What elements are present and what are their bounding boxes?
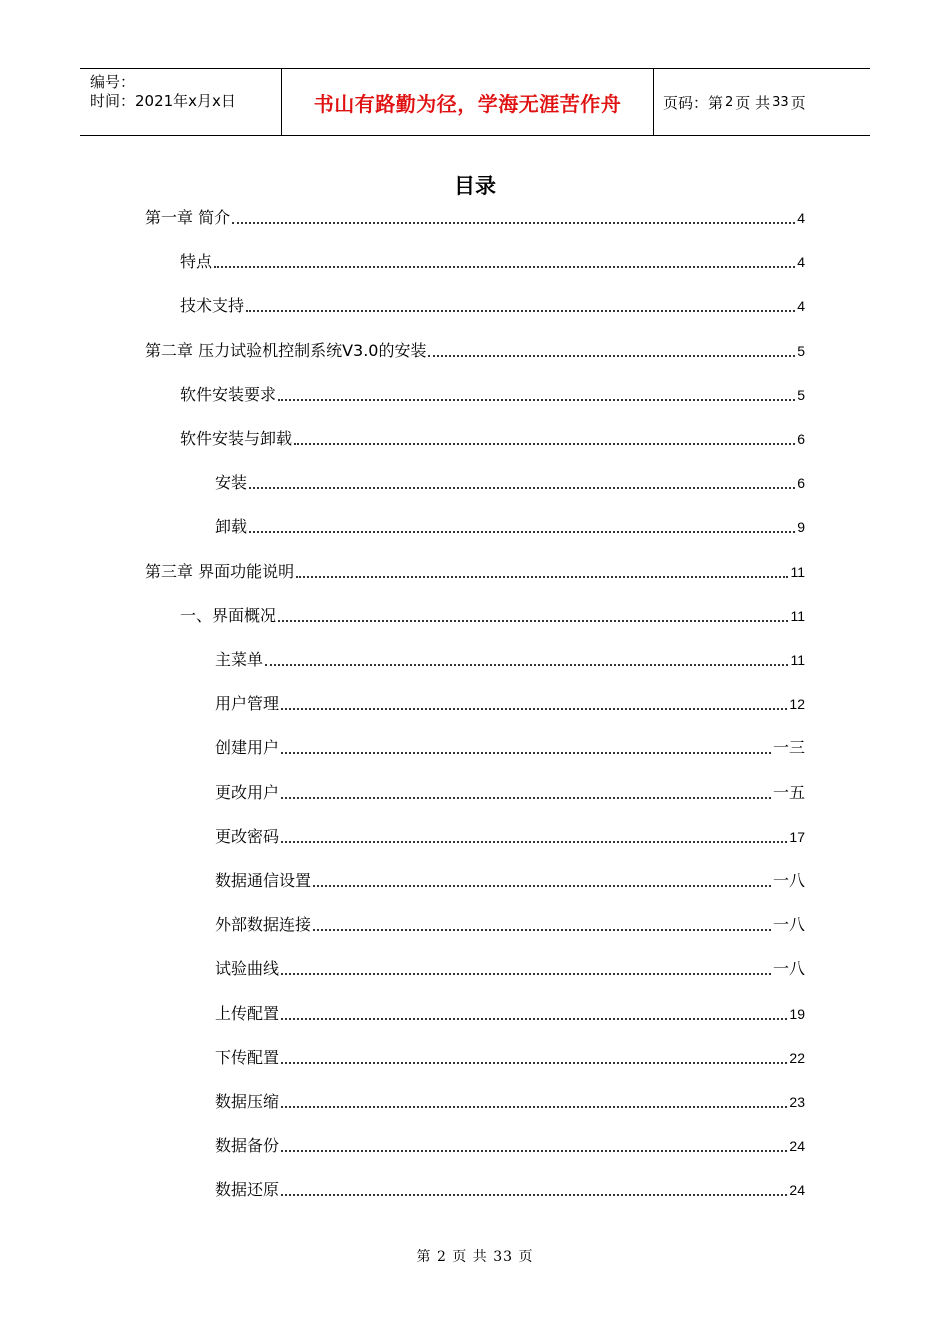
toc-dot-leader <box>281 797 771 799</box>
toc-entry-label: 安装 <box>215 473 248 493</box>
toc-entry[interactable] <box>215 645 805 671</box>
toc-entry-label: 第二章 压力试验机控制系统V3.0的安装 <box>145 340 427 360</box>
toc-entry[interactable] <box>145 336 805 362</box>
header-meta <box>80 69 281 135</box>
page-suffix: 页 <box>790 93 806 112</box>
toc-entry[interactable] <box>180 247 805 273</box>
toc-entry-label: 外部数据连接 <box>215 915 312 935</box>
toc-entry[interactable] <box>180 291 805 317</box>
toc-entry-label: 特点 <box>180 252 213 272</box>
toc-dot-leader <box>428 355 795 357</box>
toc-entry[interactable] <box>215 512 805 538</box>
toc-entry-label: 数据还原 <box>215 1180 280 1200</box>
toc-dot-leader <box>281 1150 787 1152</box>
toc-dot-leader <box>281 708 787 710</box>
toc-dot-leader <box>313 885 771 887</box>
toc-dot-leader <box>249 531 795 533</box>
toc-entry[interactable] <box>215 910 805 936</box>
toc-dot-leader <box>313 929 771 931</box>
toc-dot-leader <box>214 266 795 268</box>
toc-entry-label: 数据通信设置 <box>215 871 312 890</box>
toc-entry[interactable] <box>215 954 805 980</box>
toc-entry-label: 试验曲线 <box>215 959 280 979</box>
toc-entry-page: 12 <box>789 696 805 713</box>
page-total: 33 <box>772 94 789 110</box>
toc-entry-page: 6 <box>797 475 805 492</box>
toc-entry[interactable] <box>180 601 805 627</box>
page-header <box>80 68 870 136</box>
toc-dot-leader <box>281 1018 787 1020</box>
toc-dot-leader <box>281 1194 787 1196</box>
toc-entry[interactable] <box>180 380 805 406</box>
toc-entry-label: 创建用户 <box>215 738 280 758</box>
toc-entry-page: 11 <box>790 607 805 624</box>
toc-entry[interactable] <box>215 733 805 759</box>
toc-dot-leader <box>246 310 795 312</box>
toc-entry[interactable] <box>145 557 805 583</box>
toc-entry-label: 下传配置 <box>215 1047 280 1067</box>
toc-dot-leader <box>281 1106 787 1108</box>
toc-entry-label: 软件安装要求 <box>180 384 277 404</box>
toc-entry-page: 一五 <box>772 782 805 802</box>
page-footer: 第 2 页 共 33 页 <box>416 1249 534 1265</box>
toc-entry-label: 第一章 简介 <box>145 208 231 227</box>
toc-entry[interactable] <box>215 1043 805 1069</box>
toc-entry-label: 数据备份 <box>215 1136 280 1156</box>
toc-entry-label: 软件安装与卸载 <box>180 429 293 448</box>
toc-entry-page: 一八 <box>772 871 805 890</box>
toc-dot-leader <box>281 1062 787 1064</box>
toc-entry-label: 上传配置 <box>215 1003 280 1023</box>
toc-entry-page: 23 <box>789 1094 805 1110</box>
toc-entry-label: 第三章 界面功能说明 <box>145 561 295 581</box>
toc-title: 目录 <box>454 174 496 198</box>
toc-entry-page: 一八 <box>772 915 805 935</box>
toc-entry-label: 更改用户 <box>215 782 280 802</box>
toc-entry-page: 6 <box>797 431 805 447</box>
toc-entry-page: 11 <box>790 563 805 580</box>
header-motto: 书山有路勤为径，学海无涯苦作舟 <box>281 69 654 135</box>
toc-entry[interactable] <box>215 1131 805 1157</box>
toc-dot-leader <box>265 664 788 666</box>
toc-entry[interactable] <box>215 778 805 804</box>
toc-entry-page: 24 <box>789 1138 805 1155</box>
toc-entry[interactable] <box>215 999 805 1025</box>
toc-dot-leader <box>296 576 788 578</box>
toc-entry-page: 9 <box>797 519 805 536</box>
document-date: 时间：2021年x月x日 <box>90 92 236 110</box>
toc-entry-page: 一三 <box>772 738 805 758</box>
toc-dot-leader <box>281 841 787 843</box>
toc-entry-label: 技术支持 <box>180 296 245 316</box>
toc-entry-page: 5 <box>797 342 805 359</box>
toc-entry-label: 一、界面概况 <box>180 605 277 625</box>
toc-entry[interactable] <box>215 1175 805 1201</box>
toc-entry[interactable] <box>145 203 805 229</box>
toc-entry-page: 17 <box>789 828 805 845</box>
toc-dot-leader <box>232 222 795 224</box>
page-current: 2 <box>725 94 734 110</box>
toc-entry-page: 4 <box>797 254 805 271</box>
header-page-indicator <box>654 69 870 135</box>
toc-entry-page: 一八 <box>772 959 805 979</box>
toc-entry[interactable] <box>180 424 805 450</box>
toc-entry[interactable] <box>215 1087 805 1113</box>
toc-entry[interactable] <box>215 866 805 892</box>
toc-entry-page: 4 <box>797 210 805 226</box>
toc-dot-leader <box>281 973 771 975</box>
toc-entry-page: 5 <box>797 386 805 403</box>
toc-entry[interactable] <box>215 689 805 715</box>
page-prefix: 页码：第 <box>663 93 724 112</box>
toc-entry-page: 22 <box>789 1049 805 1066</box>
toc-entry[interactable] <box>215 468 805 494</box>
toc-dot-leader <box>281 752 771 754</box>
page-mid: 页 共 <box>735 93 771 112</box>
toc-entry-label: 用户管理 <box>215 694 280 714</box>
toc-entry-label: 数据压缩 <box>215 1092 280 1111</box>
toc-dot-leader <box>249 487 795 489</box>
toc-entry-page: 11 <box>790 652 805 668</box>
toc-dot-leader <box>278 620 788 622</box>
toc-entry-page: 19 <box>789 1005 805 1022</box>
toc-entry-label: 更改密码 <box>215 826 280 846</box>
toc-entry-label: 卸载 <box>215 517 248 537</box>
toc-dot-leader <box>278 399 795 401</box>
document-number-label: 编号： <box>90 73 136 91</box>
toc-entry-label: 主菜单 <box>215 650 264 669</box>
toc-entry-page: 24 <box>789 1182 805 1199</box>
toc-entry[interactable] <box>215 822 805 848</box>
toc-entry-page: 4 <box>797 298 805 315</box>
toc-dot-leader <box>294 443 795 445</box>
